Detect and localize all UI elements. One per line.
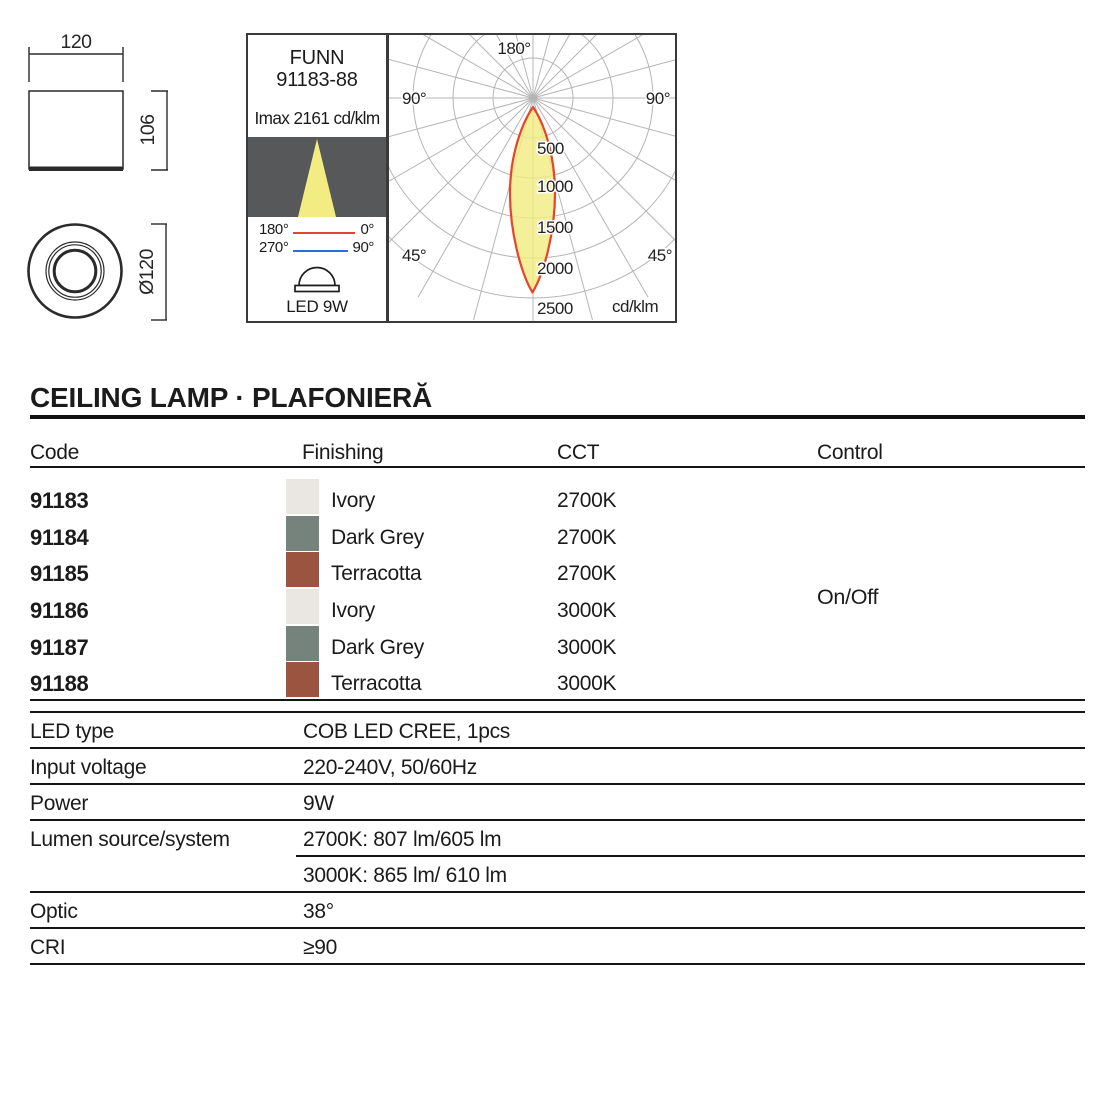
imax-value: Imax 2161 cd/klm (254, 108, 380, 128)
col-header-code: Code (30, 441, 80, 464)
code-cell: 91188 (30, 671, 89, 697)
table-row (30, 478, 1085, 515)
finish-swatch (286, 479, 319, 514)
polar-label-45-right: 45° (647, 246, 672, 265)
legend-angle-90: 90° (352, 239, 374, 256)
codes-table-header (30, 441, 1085, 465)
cct-cell: 2700K (557, 489, 617, 512)
table-row (30, 661, 1085, 698)
finish-swatch (286, 662, 319, 697)
polar-ring-2000: 2000 (537, 259, 573, 278)
finish-cell: Terracotta (331, 672, 422, 696)
spec-label: LED type (30, 720, 114, 743)
polar-grid (387, 33, 677, 323)
col-header-control: Control (817, 441, 883, 464)
polar-ring-1000: 1000 (537, 177, 573, 196)
legend-angle-0: 0° (360, 221, 374, 238)
legend-row-c90 (248, 239, 386, 256)
code-cell: 91184 (30, 524, 89, 550)
spec-row (30, 821, 1085, 857)
title-rule (30, 415, 1085, 419)
polar-ring-1500: 1500 (537, 218, 573, 237)
header-rule (30, 466, 1085, 468)
lamp-type-label: LED 9W (286, 297, 348, 316)
polar-label-45-left: 45° (402, 246, 427, 265)
polar-photometric-chart (387, 33, 677, 323)
spec-value: 220-240V, 50/60Hz (303, 756, 477, 779)
lamp-base-rim (29, 167, 123, 172)
specs-table (30, 711, 1085, 965)
legend-line-blue (293, 250, 347, 253)
spec-row (30, 749, 1085, 785)
finish-cell: Dark Grey (331, 635, 424, 659)
table-row (30, 625, 1085, 662)
spec-value: ≥90 (303, 936, 337, 959)
finish-swatch (286, 589, 319, 624)
finish-swatch (286, 516, 319, 551)
finish-cell: Terracotta (331, 562, 422, 586)
dimension-drawing (0, 0, 220, 340)
photometric-info-box (246, 33, 388, 323)
spec-row (30, 929, 1085, 965)
code-cell: 91183 (30, 488, 89, 513)
spec-row (30, 713, 1085, 749)
polar-label-180: 180° (497, 39, 531, 58)
polar-unit-label: cd/klm (612, 297, 659, 316)
spec-value: COB LED CREE, 1pcs (303, 720, 510, 743)
beam-cone (298, 139, 336, 217)
code-cell: 91186 (30, 597, 89, 623)
codes-table-body (30, 478, 1085, 699)
legend-angle-180: 180° (259, 221, 289, 238)
table-row (30, 551, 1085, 588)
product-name: FUNN (289, 47, 345, 69)
lamp-bottom-view (29, 225, 122, 318)
col-header-cct: CCT (557, 441, 600, 464)
table-row (30, 588, 1085, 625)
spec-label: CRI (30, 936, 66, 959)
cct-cell: 3000K (557, 672, 617, 696)
spec-label: Power (30, 792, 89, 815)
spec-row (30, 893, 1085, 929)
spec-value: 3000K: 865 lm/ 610 lm (303, 864, 507, 887)
cct-cell: 3000K (557, 598, 617, 622)
spec-row (30, 857, 1085, 893)
polar-label-90-right: 90° (645, 89, 670, 108)
product-name-code (248, 47, 386, 91)
codes-table-bottom-rule (30, 699, 1085, 701)
spec-row (30, 785, 1085, 821)
spec-label: Lumen source/system (30, 828, 230, 851)
polar-label-90-left: 90° (402, 89, 427, 108)
polar-ring-2500: 2500 (537, 299, 573, 318)
finish-swatch (286, 626, 319, 661)
code-cell: 91185 (30, 561, 89, 587)
spec-label: Input voltage (30, 756, 147, 779)
spec-value: 2700K: 807 lm/605 lm (303, 828, 502, 851)
spec-value: 9W (303, 792, 334, 815)
spec-value: 38° (303, 900, 334, 923)
spec-label: Optic (30, 900, 78, 923)
control-value: On/Off (817, 585, 879, 609)
finish-swatch (286, 552, 319, 587)
dim-width-label: 120 (60, 31, 92, 53)
polar-ring-500: 500 (537, 139, 564, 158)
lamp-side-view (29, 91, 123, 169)
dim-diameter-label: Ø120 (136, 249, 158, 295)
legend-angle-270: 270° (259, 239, 289, 256)
finish-cell: Dark Grey (331, 525, 424, 549)
finish-cell: Ivory (331, 598, 376, 622)
led-dome-icon (248, 259, 386, 295)
table-row (30, 515, 1085, 552)
code-cell: 91187 (30, 634, 89, 660)
page-title: CEILING LAMP · PLAFONIERĂ (30, 382, 433, 413)
legend-line-red (293, 232, 355, 235)
dim-height-label: 106 (137, 114, 159, 146)
cct-cell: 3000K (557, 635, 617, 659)
cct-cell: 2700K (557, 562, 617, 586)
finish-cell: Ivory (331, 489, 376, 512)
product-code-range: 91183-88 (276, 69, 358, 91)
legend-row-c0 (248, 221, 386, 238)
col-header-finishing: Finishing (302, 441, 384, 464)
cct-cell: 2700K (557, 525, 617, 549)
beam-diagram (248, 137, 386, 217)
